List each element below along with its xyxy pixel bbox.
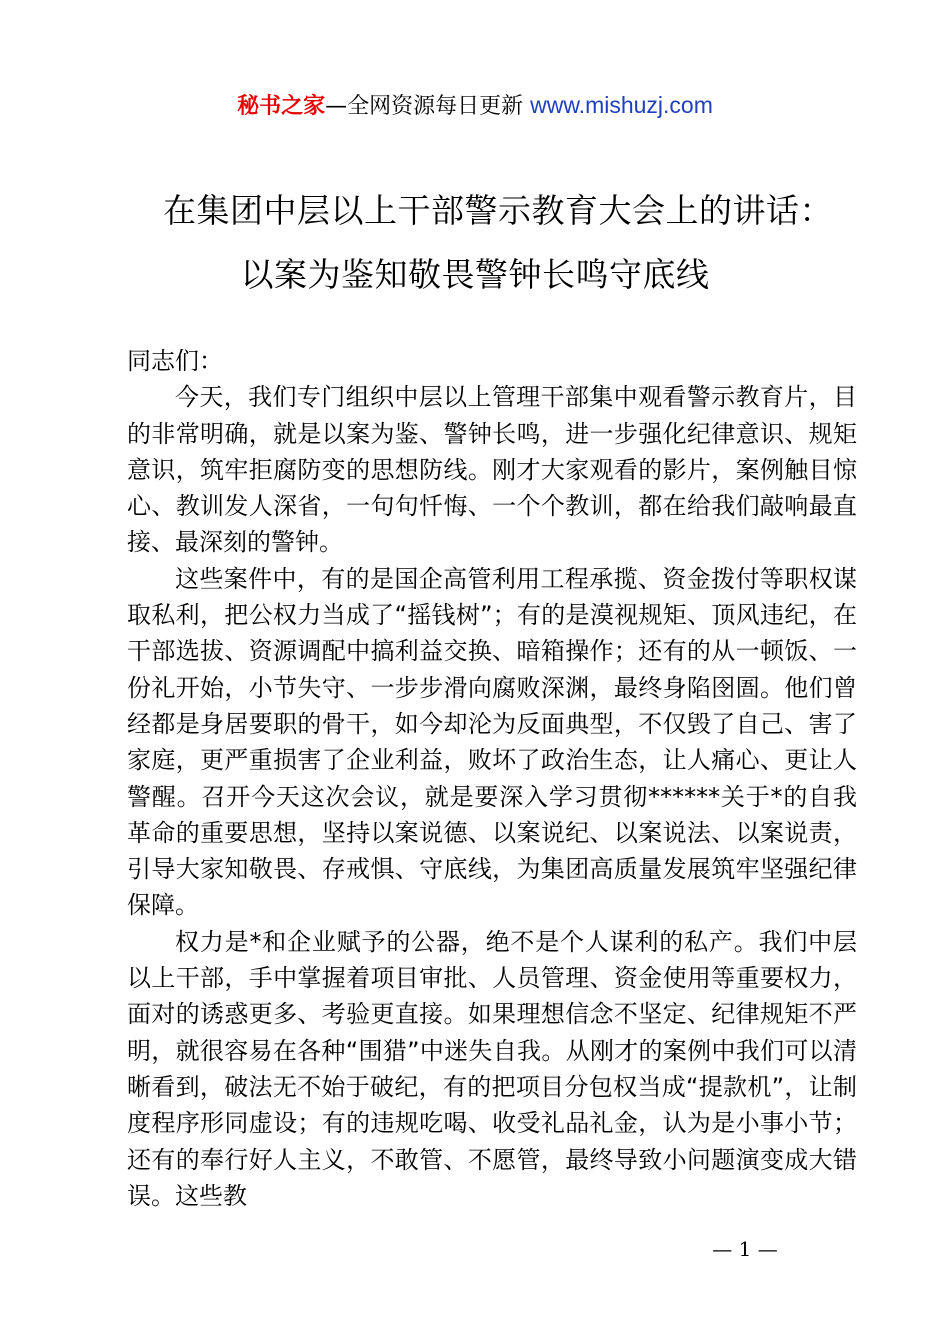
- site-header: [0, 88, 950, 124]
- body-paragraph-2: 这些案件中，有的是国企高管利用工程承揽、资金拨付等职权谋取私利，把公权力当成了“摇钱树”；有的是漠视规矩、顶风违纪，在干部选拔、资源调配中搞利益交换、暗箱操作；还有的从一顿饭、一份礼开始，小节失守、一步步滑向腐败深渊，最终身陷囹圄。他们曾经都是身居要职的骨干，如今却沦为反面典型，不仅毁了自己、害了家庭，更严重损害了企业利益，败坏了政治生态，让人痛心、更让人警醒。召开今天这次会议，就是要深入学习贯彻******关于*的自我革命的重要思想，坚持以案说德、以案说纪、以案说法、以案说责，引导大家知敬畏、存戒惧、守底线，为集团高质量发展筑牢坚强纪律保障。: [127, 564, 857, 920]
- body-paragraph-1: 今天，我们专门组织中层以上管理干部集中观看警示教育片，目的非常明确，就是以案为鉴、警钟长鸣，进一步强化纪律意识、规矩意识，筑牢拒腐防变的思想防线。刚才大家观看的影片，案例触目惊心、教训发人深省，一句句忏悔、一个个教训，都在给我们敲响最直接、最深刻的警钟。: [127, 383, 857, 557]
- body-paragraph-3: 权力是*和企业赋予的公器，绝不是个人谋利的私产。我们中层以上干部，手中掌握着项目审批、人员管理、资金使用等重要权力，面对的诱惑更多、考验更直接。如果理想信念不坚定、纪律规矩不严明，就很容易在各种“围猎”中迷失自我。从刚才的案例中我们可以清晰看到，破法无不始于破纪，有的把项目分包权当成“提款机”，让制度程序形同虚设；有的违规吃喝、收受礼品礼金，认为是小事小节；还有的奉行好人主义，不敢管、不愿管，最终导致小问题演变成大错误。这些教: [127, 927, 857, 1210]
- brand-name: 秘书之家: [237, 94, 326, 119]
- salutation: 同志们：: [127, 347, 223, 375]
- speech-body: [127, 343, 857, 1214]
- site-url-link[interactable]: www.mishuzj.com: [530, 92, 713, 118]
- document-title-line-2: 以案为鉴知敬畏警钟长鸣守底线: [240, 255, 710, 294]
- page-number: — 1 —: [712, 1237, 778, 1261]
- document-title-line-1: 在集团中层以上干部警示教育大会上的讲话：: [163, 191, 833, 230]
- header-tagline: —全网资源每日更新: [325, 94, 531, 119]
